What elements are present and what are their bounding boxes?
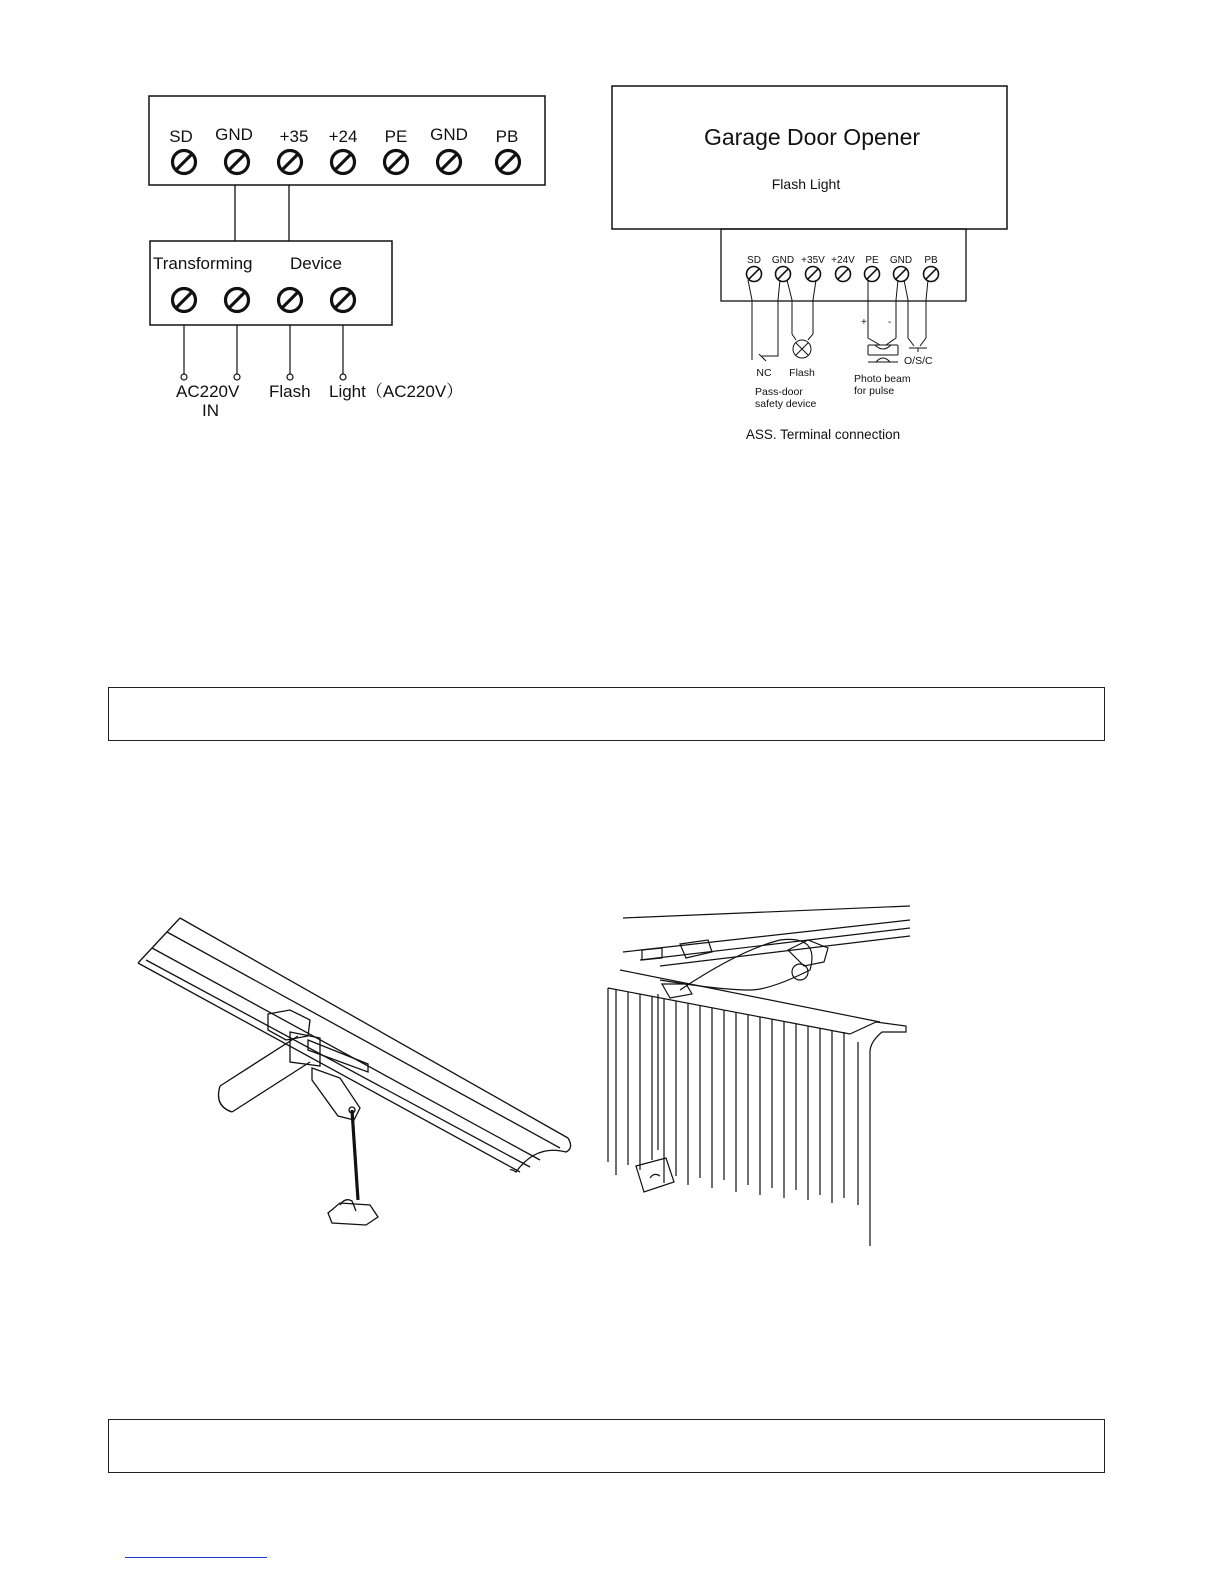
terminal-label-gnd-2: GND <box>430 125 468 144</box>
empty-text-frame-2 <box>108 1419 1105 1473</box>
flash-label: Flash <box>269 382 311 401</box>
opener-terminal-label-sd: SD <box>747 255 761 266</box>
opener-subtitle: Flash Light <box>771 176 841 192</box>
device-title-left: Transforming <box>153 254 253 273</box>
terminal-label-plus24: +24 <box>328 127 358 146</box>
opener-terminal-label-pe: PE <box>865 255 879 266</box>
device-output-leads <box>181 325 346 380</box>
footer-link-underline[interactable] <box>125 1557 267 1558</box>
opener-title: Garage Door Opener <box>703 124 921 150</box>
door-cable-illustration <box>608 906 910 1246</box>
ac-in-label-line2: IN <box>202 401 219 420</box>
empty-text-frame-1 <box>108 687 1105 741</box>
terminal-label-plus35: +35 <box>279 127 309 146</box>
ac-in-label-line1: AC220V <box>176 382 240 401</box>
rail-release-illustration <box>0 0 571 1225</box>
terminal-labels-left <box>169 125 518 146</box>
photo-beam-minus: - <box>888 317 892 328</box>
opener-terminal-label-pb: PB <box>924 255 938 266</box>
opener-box <box>612 86 1007 229</box>
nc-label: NC <box>756 367 772 379</box>
opener-diagram-right <box>612 86 1007 442</box>
terminal-label-gnd: GND <box>215 125 253 144</box>
opener-terminal-label-gnd: GND <box>771 255 795 266</box>
osc-label: O/S/C <box>904 355 933 367</box>
opener-caption: ASS. Terminal connection <box>745 427 901 442</box>
opener-terminal-label-plus35v: +35V <box>801 255 825 266</box>
wiring-diagram-left <box>149 96 545 420</box>
device-screws <box>173 289 355 312</box>
device-title-right: Device <box>290 254 342 273</box>
photo-beam-plus: + <box>861 317 867 328</box>
opener-terminal-label-gnd-2: GND <box>889 255 913 266</box>
pass-door-label-line1: Pass-door <box>755 386 803 398</box>
terminal-label-sd: SD <box>169 127 193 146</box>
photo-beam-label-line1: Photo beam <box>854 373 911 385</box>
opener-terminal-screws <box>747 267 939 282</box>
opener-terminal-labels <box>747 255 938 266</box>
terminal-label-pe: PE <box>384 127 408 146</box>
pass-door-label-line2: safety device <box>755 398 817 410</box>
opener-terminal-label-plus24v: +24V <box>831 255 855 266</box>
photo-beam-label-line2: for pulse <box>854 385 895 397</box>
light-label: Light（AC220V） <box>329 382 464 401</box>
terminal-label-pb: PB <box>495 127 519 146</box>
flash-lamp-label: Flash <box>789 367 815 379</box>
terminal-screws-top <box>173 151 520 174</box>
opener-wiring <box>748 280 928 362</box>
